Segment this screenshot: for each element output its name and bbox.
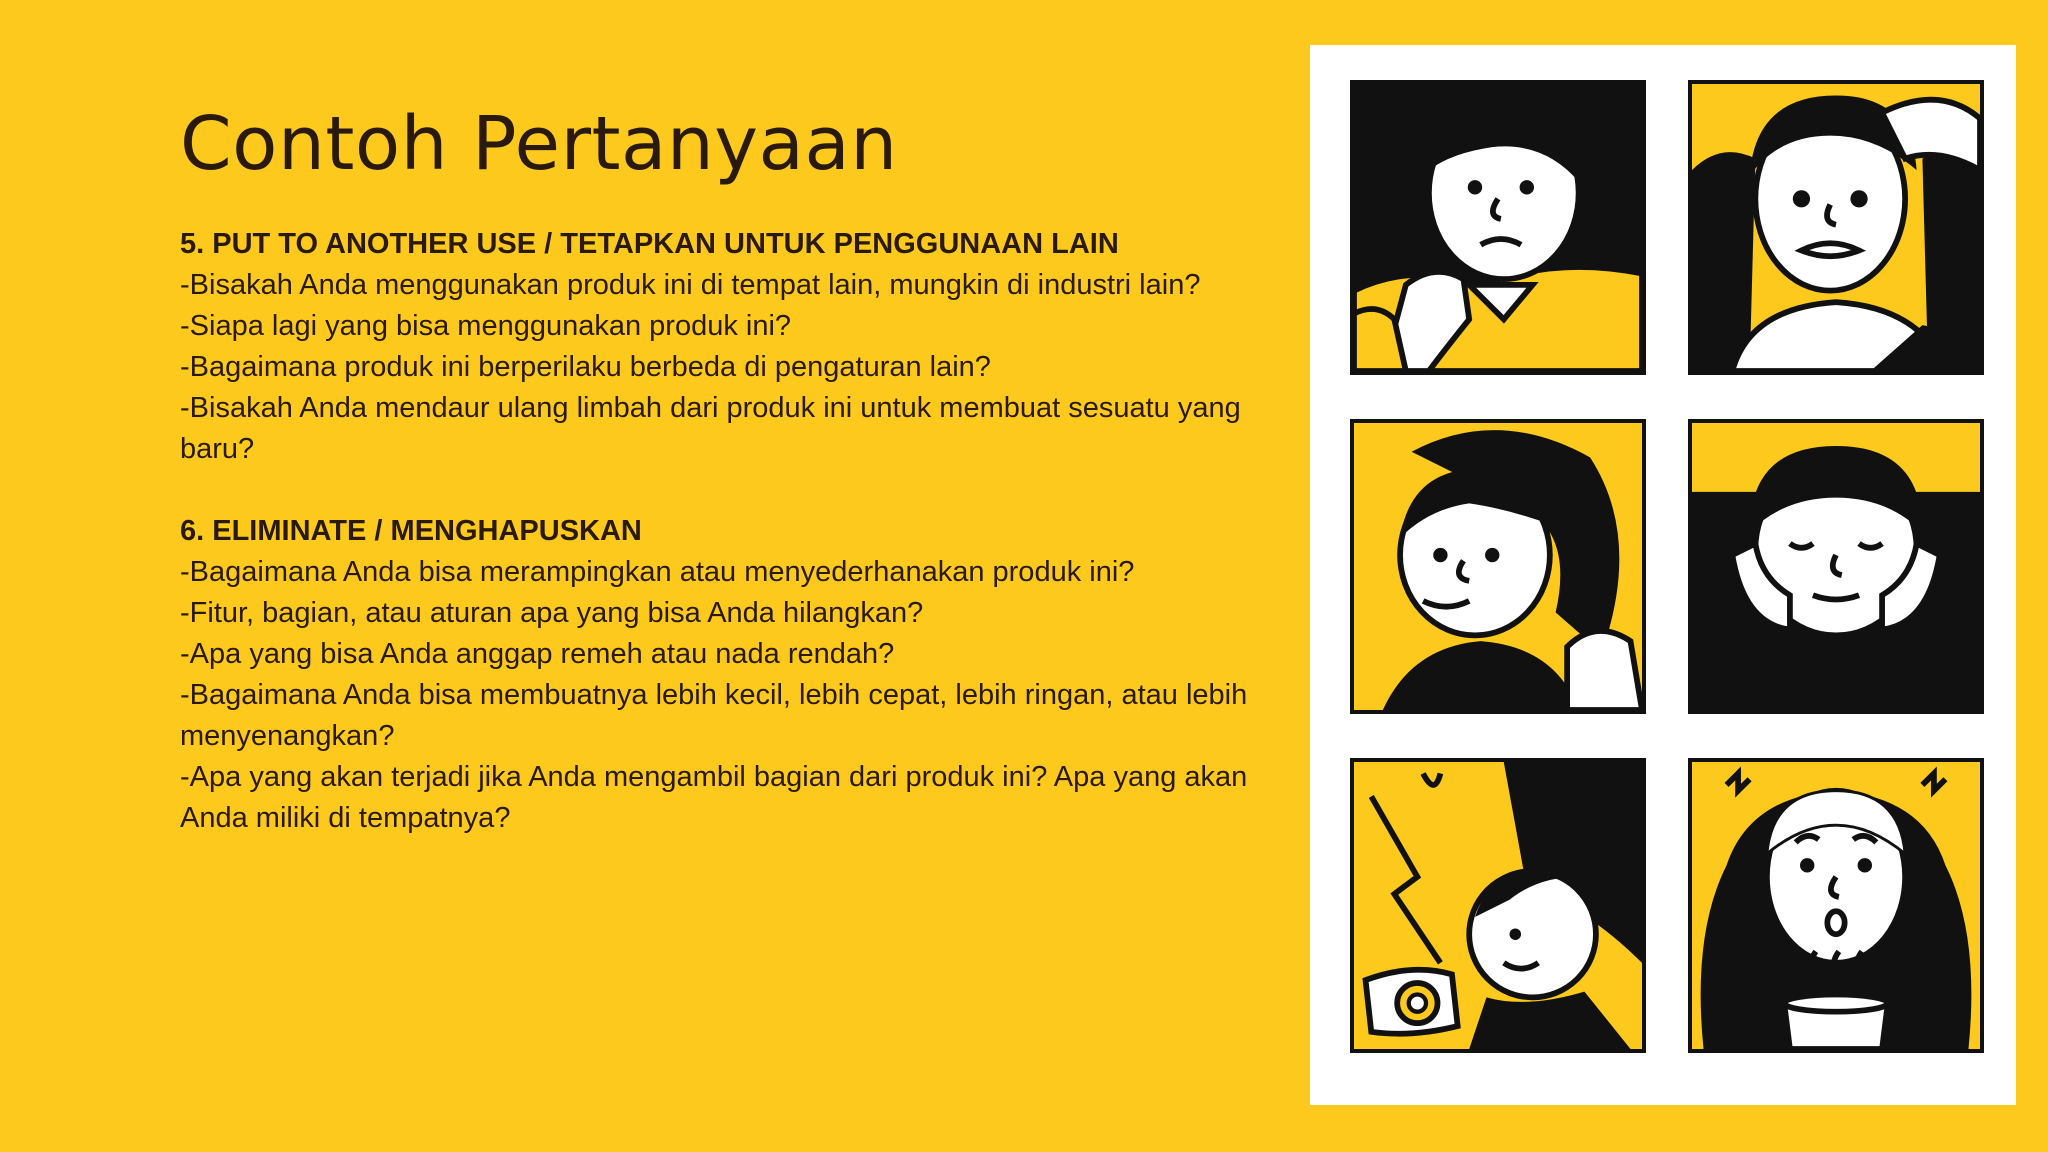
slide-title: Contoh Pertanyaan (180, 101, 898, 187)
section-put-to-another-use (180, 224, 1260, 470)
worried-person-icon (1688, 80, 1984, 375)
question-line: -Apa yang bisa Anda anggap remeh atau nada rendah? (180, 638, 895, 670)
question-line: -Fitur, bagian, atau aturan apa yang bisa Anda hilangkan? (180, 597, 924, 629)
question-line: -Bisakah Anda mendaur ulang limbah dari produk ini untuk membuat sesuatu yang baru? (180, 392, 1241, 465)
question-line: -Bisakah Anda menggunakan produk ini di tempat lain, mungkin di industri lain? (180, 269, 1201, 301)
thinking-person-icon (1350, 80, 1646, 375)
surprised-woman-icon (1688, 758, 1984, 1053)
section-heading: 6. ELIMINATE / MENGHAPUSKAN (180, 515, 642, 547)
question-line: -Bagaimana Anda bisa membuatnya lebih kecil, lebih cepat, lebih ringan, atau lebih menyenangkan? (180, 679, 1248, 752)
illustration-frame (1310, 45, 2016, 1105)
question-line: -Bagaimana produk ini berperilaku berbeda di pengaturan lain? (180, 351, 991, 383)
doubtful-woman-icon (1350, 419, 1646, 714)
question-list (180, 224, 1260, 880)
section-heading: 5. PUT TO ANOTHER USE / TETAPKAN UNTUK PENGGUNAAN LAIN (180, 228, 1119, 260)
question-line: -Apa yang akan terjadi jika Anda mengambil bagian dari produk ini? Apa yang akan Anda miliki di tempatnya? (180, 761, 1248, 834)
section-eliminate (180, 511, 1260, 839)
question-line: -Siapa lagi yang bisa menggunakan produk ini? (180, 310, 792, 342)
rushing-person-icon (1350, 758, 1646, 1053)
calm-person-icon (1688, 419, 1984, 714)
question-line: -Bagaimana Anda bisa merampingkan atau menyederhanakan produk ini? (180, 556, 1135, 588)
